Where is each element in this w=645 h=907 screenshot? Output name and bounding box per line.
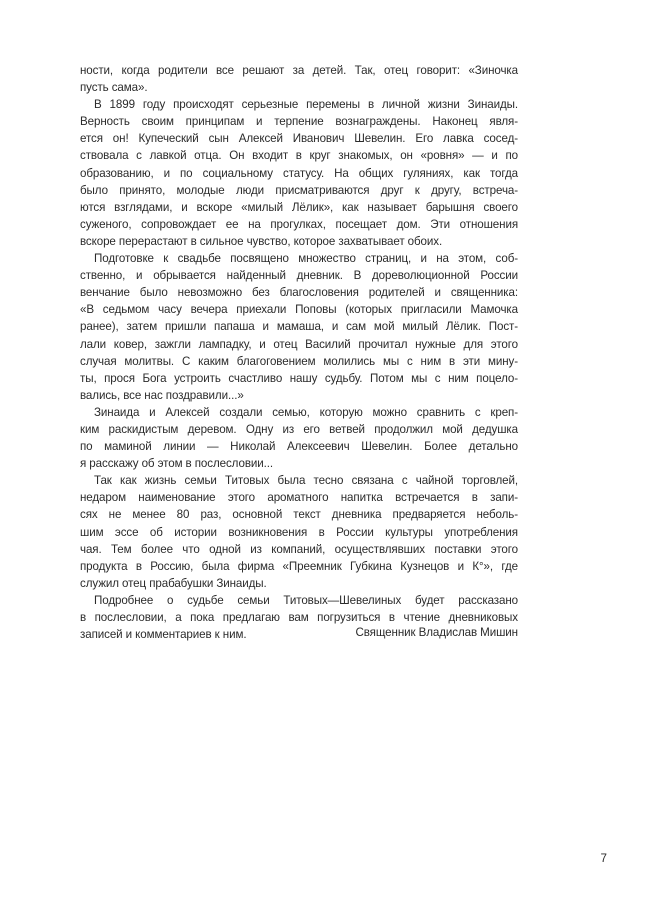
text-line: недаром наименование этого ароматного напитка встречается в запи- xyxy=(80,491,518,505)
text-line: продукта в Россию, была фирма «Преемник Губкина Кузнецов и К°», где xyxy=(80,559,518,573)
paragraph xyxy=(80,472,518,592)
text-line: чая. Тем более что одной из компаний, осуществлявших поставки этого xyxy=(80,542,518,556)
text-line: Так как жизнь семьи Титовых была тесно связана с чайной торговлей, xyxy=(94,474,518,488)
text-line: записей и комментариев к ним. xyxy=(80,628,247,642)
text-line: ственно, и обрывается найденный дневник. В дореволюционной России xyxy=(80,269,518,283)
author-signature: Священник Владислав Мишин xyxy=(355,626,518,639)
text-line: было принято, молодые люди присматриваются друг к другу, встреча- xyxy=(80,183,518,197)
text-line: В 1899 году происходят серьезные перемены в личной жизни Зинаиды. xyxy=(94,98,518,112)
paragraph xyxy=(80,62,518,96)
text-line: Верность своим принципам и терпение вознаграждены. Наконец явля- xyxy=(80,115,518,129)
text-line: случая молитвы. С каким благоговением молились мы с ним в эти мину- xyxy=(80,354,518,368)
text-line: я расскажу об этом в послесловии... xyxy=(80,457,273,471)
text-line: служил отец прабабушки Зинаиды. xyxy=(80,576,267,590)
text-line: Зинаида и Алексей создали семью, которую можно сравнить с креп- xyxy=(94,405,518,419)
text-line: шим эссе об истории возникновения в России культуры употребления xyxy=(80,525,518,539)
text-line: вскоре перерастают в сильное чувство, которое захватывает обоих. xyxy=(80,234,443,248)
paragraph xyxy=(80,404,518,472)
text-line: «В седьмом часу вечера приехали Поповы (которых пригласили Мамочка xyxy=(80,303,518,317)
text-line: лали ковер, зажгли лампадку, и отец Василий прочитал нужные для этого xyxy=(80,337,518,351)
text-line: ности, когда родители все решают за детей. Так, отец говорит: «Зиночка xyxy=(80,64,518,77)
text-line: по маминой линии — Николай Алексеевич Шевелин. Более детально xyxy=(80,440,518,454)
text-line: в послесловии, а пока предлагаю вам погрузиться в чтение дневниковых xyxy=(80,611,518,624)
text-line: суженого, сопровождает ее на прогулках, посещает дом. Эти отношения xyxy=(80,217,518,231)
text-line: ты, прося Бога устроить счастливо нашу судьбу. Потом мы с ним поцело- xyxy=(80,371,518,385)
body-text xyxy=(80,62,518,643)
text-line: образованию, и по социальному статусу. На общих гуляниях, как тогда xyxy=(80,166,518,180)
page-number: 7 xyxy=(600,852,607,865)
paragraph xyxy=(80,96,518,250)
text-line: Подготовке к свадьбе посвящено множество страниц, и на этом, соб- xyxy=(94,252,518,266)
text-line: вались, все нас поздравили...» xyxy=(80,388,244,402)
paragraph xyxy=(80,250,518,404)
text-line: пусть сама». xyxy=(80,81,148,95)
text-line: ствовала с лавкой отца. Он входит в круг знакомых, он «ровня» — и по xyxy=(80,149,518,163)
text-line: ется он! Купеческий сын Алексей Иванович Шевелин. Его лавка сосед- xyxy=(80,132,518,146)
text-line: Подробнее о судьбе семьи Титовых—Шевелиных будет рассказано xyxy=(94,593,518,607)
text-line: ются взглядами, и вскоре «милый Лёлик», как называет барышня своего xyxy=(80,200,518,214)
text-line: венчание было невозможно без благословения родителей и священника: xyxy=(80,286,518,300)
text-line: ким раскидистым деревом. Одну из его ветвей продолжил мой дедушка xyxy=(80,422,518,436)
text-line: сях не менее 80 раз, основной текст дневника предваряется неболь- xyxy=(80,508,518,522)
text-line: ранее), затем пришли папаша и мамаша, и сам мой милый Лёлик. Пост- xyxy=(80,320,518,334)
